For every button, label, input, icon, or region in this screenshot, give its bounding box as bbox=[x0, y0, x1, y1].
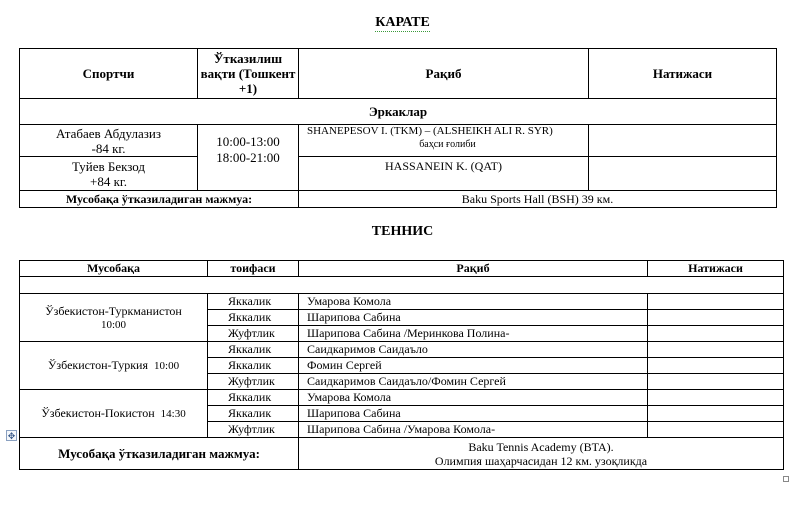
move-handle-icon[interactable]: ✥ bbox=[7, 431, 16, 441]
venue-line: Олимпия шаҳарчасидан 12 км. узоқликда bbox=[434, 453, 648, 468]
header-opponent: Рақиб bbox=[299, 261, 648, 277]
match-type: Жуфтлик bbox=[208, 326, 299, 342]
header-athlete: Спортчи bbox=[20, 49, 198, 99]
match-time: 10:00 bbox=[154, 360, 180, 372]
athlete-weight: +84 кг. bbox=[89, 173, 127, 189]
match-type: Жуфтлик bbox=[208, 374, 299, 390]
result-cell[interactable] bbox=[648, 326, 784, 342]
opponent-cell bbox=[299, 125, 589, 157]
match-type: Жуфтлик bbox=[208, 422, 299, 438]
match-players: Саидкаримов Саидаъло bbox=[299, 342, 648, 358]
venue-label: Мусобақа ўтказиладиган мажмуа: bbox=[20, 191, 299, 208]
result-cell[interactable] bbox=[648, 374, 784, 390]
time-cell bbox=[198, 125, 299, 191]
match-players: Умарова Комола bbox=[299, 294, 648, 310]
result-cell[interactable] bbox=[648, 310, 784, 326]
athlete-name: Атабаев Абдулазиз bbox=[56, 125, 161, 141]
match-players: Шарипова Сабина bbox=[299, 310, 648, 326]
result-cell[interactable] bbox=[648, 342, 784, 358]
match-type: Яккалик bbox=[208, 406, 299, 422]
match-cell bbox=[20, 342, 208, 390]
athlete-cell bbox=[20, 157, 198, 191]
match-cell bbox=[20, 390, 208, 438]
match-players: Шарипова Сабина /Умарова Комола- bbox=[299, 422, 648, 438]
match-cell bbox=[20, 294, 208, 342]
result-cell[interactable] bbox=[648, 358, 784, 374]
match-title: Ўзбекистон-Покистон bbox=[41, 406, 155, 420]
match-title: Ўзбекистон-Туркманистон bbox=[45, 303, 182, 318]
match-players: Саидкаримов Саидаъло/Фомин Сергей bbox=[299, 374, 648, 390]
match-title: Ўзбекистон-Туркия bbox=[47, 358, 149, 372]
match-type: Яккалик bbox=[208, 342, 299, 358]
empty-row bbox=[20, 277, 784, 294]
athlete-weight: -84 кг. bbox=[91, 140, 126, 156]
time-slot: 18:00-21:00 bbox=[216, 149, 280, 165]
result-cell[interactable] bbox=[648, 406, 784, 422]
karate-table bbox=[19, 48, 777, 208]
match-type: Яккалик bbox=[208, 358, 299, 374]
section-men: Эркаклар bbox=[20, 99, 777, 125]
opponent-cell: HASSANEIN K. (QAT) bbox=[299, 157, 589, 191]
result-cell[interactable] bbox=[648, 390, 784, 406]
match-players: Умарова Комола bbox=[299, 390, 648, 406]
tennis-title: ТЕННИС bbox=[371, 224, 434, 239]
opponent-text: SHANEPESOV I. (TKM) – (ALSHEIKH ALI R. SYR) bbox=[307, 125, 553, 137]
match-players: Шарипова Сабина bbox=[299, 406, 648, 422]
venue-value bbox=[299, 438, 784, 470]
match-type: Яккалик bbox=[208, 310, 299, 326]
opponent-note: баҳси ғолиби bbox=[419, 139, 476, 150]
venue-line: Baku Tennis Academy (BTA). bbox=[468, 439, 614, 454]
match-type: Яккалик bbox=[208, 390, 299, 406]
karate-title: КАРАТЕ bbox=[375, 15, 430, 30]
athlete-cell bbox=[20, 125, 198, 157]
header-result: Натижаси bbox=[589, 49, 777, 99]
venue-value: Baku Sports Hall (BSH) 39 км. bbox=[299, 191, 777, 208]
result-cell[interactable] bbox=[648, 294, 784, 310]
header-result: Натижаси bbox=[648, 261, 784, 277]
header-time: Ўтказилиш вақти (Тошкент +1) bbox=[198, 49, 299, 99]
match-time: 14:30 bbox=[160, 408, 186, 420]
header-opponent: Рақиб bbox=[299, 49, 589, 99]
match-players: Шарипова Сабина /Меринкова Полина- bbox=[299, 326, 648, 342]
match-players: Фомин Сергей bbox=[299, 358, 648, 374]
header-type: тоифаси bbox=[208, 261, 299, 277]
venue-label: Мусобақа ўтказиладиган мажмуа: bbox=[20, 438, 299, 470]
time-slot: 10:00-13:00 bbox=[216, 133, 280, 149]
result-cell[interactable] bbox=[589, 157, 777, 191]
result-cell[interactable] bbox=[648, 422, 784, 438]
resize-handle-icon[interactable] bbox=[783, 476, 789, 482]
match-type: Яккалик bbox=[208, 294, 299, 310]
athlete-name: Туйев Бекзод bbox=[71, 158, 146, 174]
header-event: Мусобақа bbox=[20, 261, 208, 277]
result-cell[interactable] bbox=[589, 125, 777, 157]
match-time: 10:00 bbox=[100, 318, 127, 331]
tennis-table bbox=[19, 260, 784, 470]
